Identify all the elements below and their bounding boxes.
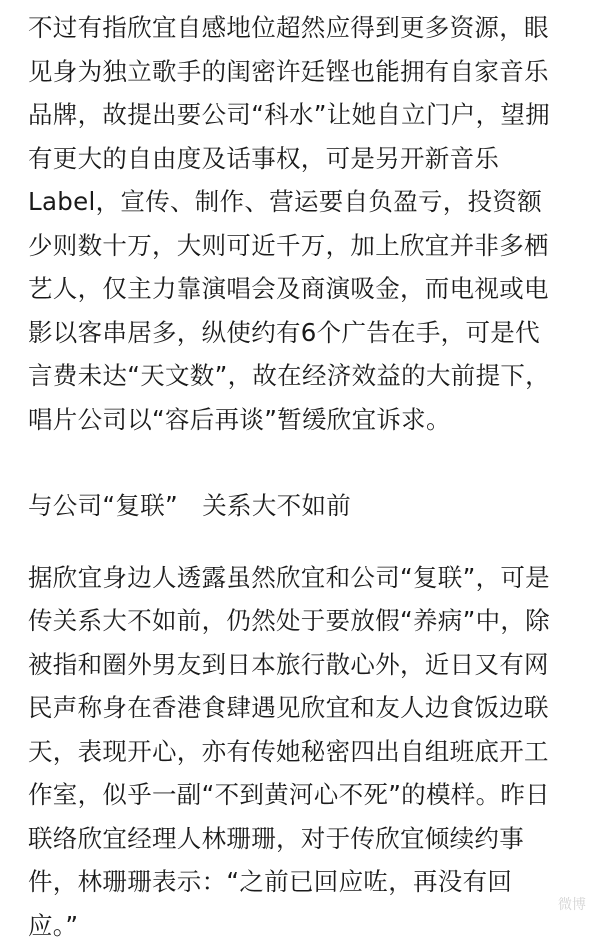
text-line: 被指和圈外男友到日本旅行散心外，近日又有网 bbox=[28, 643, 584, 687]
text-line: 民声称身在香港食肆遇见欣宜和友人边食饭边联 bbox=[28, 686, 584, 730]
text-line: 唱片公司以“容后再谈”暂缓欣宜诉求。 bbox=[28, 398, 584, 442]
text-line: 有更大的自由度及话事权，可是另开新音乐 bbox=[28, 137, 584, 181]
text-line: 品牌，故提出要公司“科水”让她自立门户，望拥 bbox=[28, 93, 584, 137]
text-line: 艺人，仅主力靠演唱会及商演吸金，而电视或电 bbox=[28, 267, 584, 311]
text-line: 件，林珊珊表示：“之前已回应咗，再没有回 bbox=[28, 860, 584, 904]
text-line: 言费未达“天文数”，故在经济效益的大前提下， bbox=[28, 354, 584, 398]
text-line: 见身为独立歌手的闺密许廷铿也能拥有自家音乐 bbox=[28, 50, 584, 94]
paragraph-2 bbox=[28, 556, 584, 947]
text-line: 联络欣宜经理人林珊珊，对于传欣宜倾续约事 bbox=[28, 817, 584, 861]
paragraph-1 bbox=[28, 6, 584, 441]
article-body bbox=[28, 6, 584, 947]
text-line: 不过有指欣宜自感地位超然应得到更多资源，眼 bbox=[28, 6, 584, 50]
text-line: 应。” bbox=[28, 904, 584, 947]
section-subheading: 与公司“复联” 关系大不如前 bbox=[28, 484, 584, 528]
text-line: 影以客串居多，纵使约有6个广告在手，可是代 bbox=[28, 311, 584, 355]
text-line: 传关系大不如前，仍然处于要放假“养病”中，除 bbox=[28, 599, 584, 643]
text-line: 作室，似乎一副“不到黄河心不死”的模样。昨日 bbox=[28, 773, 584, 817]
text-line: 少则数十万，大则可近千万，加上欣宜并非多栖 bbox=[28, 224, 584, 268]
paragraph-gap bbox=[28, 441, 584, 484]
paragraph-gap bbox=[28, 528, 584, 556]
watermark: 微博 bbox=[558, 894, 586, 914]
text-line: Label，宣传、制作、营运要自负盈亏，投资额 bbox=[28, 180, 584, 224]
text-line: 天，表现开心，亦有传她秘密四出自组班底开工 bbox=[28, 730, 584, 774]
text-line: 据欣宜身边人透露虽然欣宜和公司“复联”，可是 bbox=[28, 556, 584, 600]
